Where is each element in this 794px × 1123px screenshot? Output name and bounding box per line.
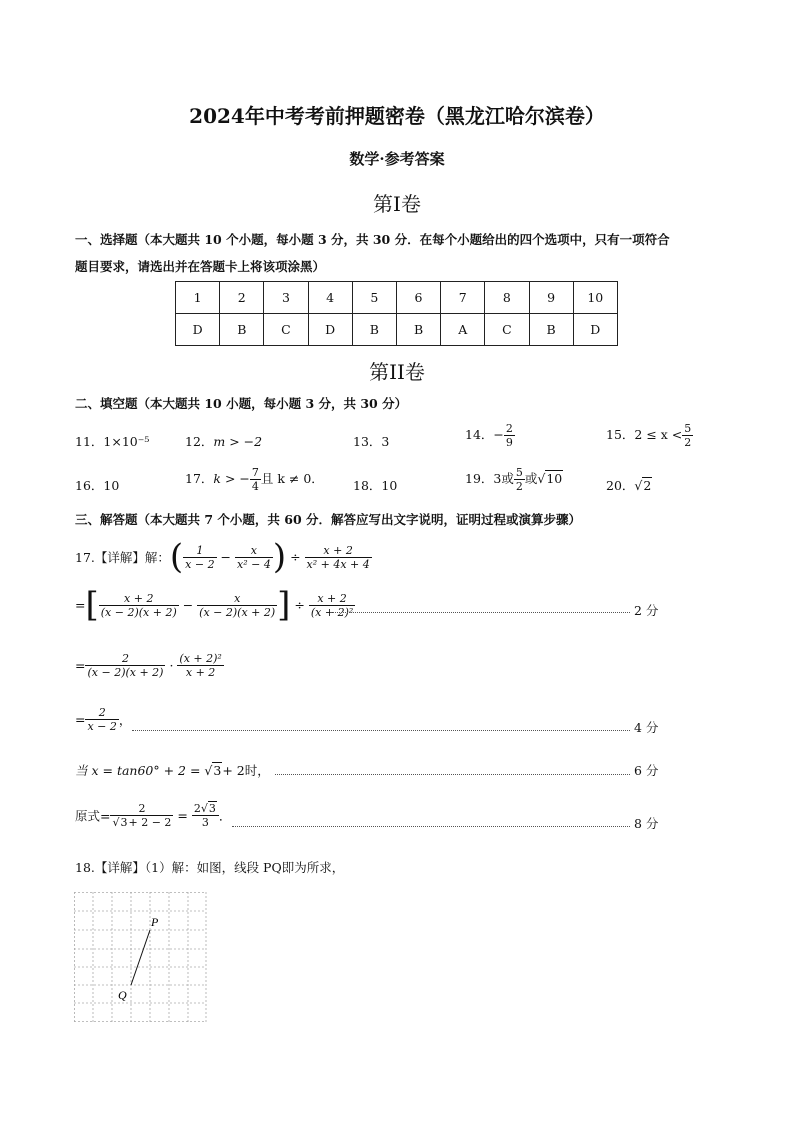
punctuation: ． [218, 808, 232, 824]
fill-label: 19．3或 [465, 471, 514, 486]
expr-text: 当 x = tan60° + 2 = [75, 763, 201, 778]
answer-letter: B [352, 314, 396, 346]
q17-line5: 当 x = tan60° + 2 = √3+ 2时， [75, 763, 270, 778]
radicand: 10 [546, 471, 563, 486]
question-number: 1 [176, 282, 220, 314]
fraction [514, 466, 525, 493]
numerator: x + 2 [309, 592, 355, 606]
answer-letter: D [176, 314, 220, 346]
score-mark: 4 分 [634, 720, 659, 735]
numerator: 2 [505, 422, 513, 435]
numerator: 2 [110, 802, 173, 816]
q17-line6: 原式= $\frac{2}{√3+ 2 - 2}$ = $\frac{2√3}{3}$ ． [75, 802, 232, 829]
denominator: 3 [201, 816, 209, 829]
denominator: (x − 2)(x + 2) [100, 605, 177, 619]
fraction [305, 544, 372, 571]
grid-lines [74, 892, 206, 1022]
question-number: 10 [573, 282, 617, 314]
fill-expr: 且 k ≠ 0． [260, 471, 324, 486]
denominator: 2 [515, 480, 523, 493]
numerator: x + 2 [99, 592, 179, 606]
fill-answer-18: 18．10 [353, 478, 398, 493]
fill-label: 20． [606, 478, 635, 493]
score-mark: 6 分 [634, 763, 659, 778]
answer-table-answer-row [176, 314, 618, 346]
page-title: 2024年中考考前押题密卷（黑龙江哈尔滨卷） [189, 104, 605, 128]
dotted-leader [330, 612, 630, 613]
fill-expr: k > − [213, 471, 250, 486]
denominator: x + 2 [185, 666, 216, 679]
q17-line2: =[ $\frac{x + 2}{(x - 2)(x + 2)}$ − $\frac{x}{(x - 2)(x + 2)}$ ] ÷ $\frac{x + 2}{\text{(x + 2)²}}$ [75, 585, 354, 625]
fill-label: 12． [185, 434, 214, 449]
question-number: 4 [308, 282, 352, 314]
answer-letter: B [396, 314, 440, 346]
fill-expr: m > −2 [213, 434, 263, 449]
score-mark: 2 分 [634, 603, 659, 618]
radicand: 3 [208, 802, 216, 815]
choice-section-line1: 一、选择题（本大题共 10 个小题，每小题 3 分，共 30 分．在每个小题给出的四个选项中，只有一项符合 [75, 232, 670, 247]
q17-label: 17.【详解】解： [75, 550, 170, 565]
score-mark: 8 分 [634, 816, 659, 831]
segment-pq [131, 930, 150, 985]
answer-letter: B [220, 314, 264, 346]
denominator: x − 2 [87, 720, 117, 733]
answer-letter: D [573, 314, 617, 346]
expr-text: + 2时， [222, 763, 270, 778]
answer-letter: C [264, 314, 308, 346]
question-number: 2 [220, 282, 264, 314]
fill-answer-14 [465, 422, 515, 449]
radicand: 3 [120, 816, 128, 829]
answer-letter: A [441, 314, 485, 346]
fraction [250, 466, 261, 493]
open-bracket: [ [85, 585, 99, 625]
q17-line4: = $\frac{2}{x - 2}$ ， [75, 706, 132, 733]
answer-table-number-row [176, 282, 618, 314]
fill-label: 15．2 ≤ x < [606, 427, 683, 442]
question-number: 9 [529, 282, 573, 314]
denominator: 9 [505, 436, 513, 449]
expr-text: 2 [193, 802, 201, 815]
answer-letter: C [485, 314, 529, 346]
numerator: 7 [251, 466, 259, 479]
fill-label: 17． [185, 471, 214, 486]
open-paren: ( [169, 537, 184, 577]
denominator: 4 [251, 480, 259, 493]
fraction [183, 544, 216, 571]
denominator: x² − 4 [237, 557, 271, 571]
q17-line3: = $\frac{2}{(x - 2)(x + 2)}$ · $\frac{\text{(x + 2)²}}{x + 2}$ [75, 652, 222, 679]
numerator: 2√3 [192, 802, 219, 816]
expr-label: 原式= [75, 808, 111, 824]
fraction [110, 802, 173, 829]
close-bracket: ] [277, 585, 291, 625]
question-number: 7 [441, 282, 485, 314]
fill-answer-12 [185, 432, 262, 450]
fill-answer-16: 16．10 [75, 478, 120, 493]
choice-section-line2: 题目要求，请选出并在答题卡上将该项涂黑） [75, 259, 326, 274]
fill-expr: 或 [524, 471, 538, 486]
fill-label: 14．− [465, 427, 504, 442]
q17-line1: 17.【详解】解：( $\frac{1}{x - 2}$ − $\frac{x}{\text{x² − 4}}$ ) ÷ $\frac{x + 2}{\text{x² + 4x + 4}}$ [75, 537, 370, 577]
denominator: x² + 4x + 4 [306, 557, 370, 571]
fraction [504, 422, 515, 449]
choice-answer-table [175, 281, 618, 346]
point-p-label: P [151, 915, 159, 929]
fill-answer-13: 13．3 [353, 434, 390, 449]
denominator: √3+ 2 − 2 [112, 816, 172, 829]
fraction [192, 802, 219, 829]
numerator: x + 2 [305, 544, 372, 558]
answer-letter: D [308, 314, 352, 346]
numerator: x [197, 592, 277, 606]
numerator: 2 [85, 706, 118, 720]
fill-section-heading: 二、填空题（本大题共 10 小题，每小题 3 分，共 30 分） [75, 396, 408, 411]
question-number: 8 [485, 282, 529, 314]
question-number: 6 [396, 282, 440, 314]
fraction [197, 592, 277, 619]
denominator: (x − 2)(x + 2) [87, 666, 164, 679]
dotted-leader [275, 774, 630, 775]
fraction [85, 706, 118, 733]
punctuation: ， [118, 712, 132, 728]
q18-grid-figure [74, 862, 208, 1024]
fill-answer-20: 20．√2 [606, 478, 652, 493]
fill-answer-17 [185, 466, 324, 493]
fill-answer-11: 11．1×10⁻⁵ [75, 434, 150, 449]
radicand: 2 [643, 478, 652, 493]
part1-title: 第Ⅰ卷 [373, 192, 421, 216]
fraction [682, 422, 693, 449]
point-q-label: Q [118, 988, 127, 1002]
dotted-leader [232, 826, 630, 827]
page-subtitle: 数学·参考答案 [349, 150, 445, 168]
question-number: 3 [264, 282, 308, 314]
numerator: x [235, 544, 273, 558]
numerator: 2 [85, 652, 165, 666]
fill-answer-15 [606, 422, 693, 449]
dotted-leader [132, 730, 630, 731]
numerator: (x + 2)² [179, 652, 222, 665]
choice-section-heading [75, 226, 725, 280]
fraction [309, 592, 355, 619]
solve-section-heading: 三、解答题（本大题共 7 个小题，共 60 分．解答应写出文字说明，证明过程或演算步骤） [75, 512, 582, 527]
part2-title: 第II卷 [369, 360, 425, 384]
fraction [99, 592, 179, 619]
denominator: (x + 2)² [310, 605, 354, 619]
denominator: x − 2 [185, 557, 215, 571]
question-number: 5 [352, 282, 396, 314]
answer-letter: B [529, 314, 573, 346]
numerator: 5 [515, 466, 523, 479]
denominator: 2 [684, 436, 692, 449]
denominator: (x − 2)(x + 2) [199, 605, 276, 619]
fraction [235, 544, 273, 571]
numerator: 5 [684, 422, 692, 435]
fraction [177, 652, 223, 679]
expr-text: + 2 − 2 [128, 816, 172, 829]
q18-text: 18.【详解】（1）解：如图，线段 PQ即为所求， [75, 860, 345, 875]
close-paren: ) [272, 537, 287, 577]
numerator: 1 [183, 544, 216, 558]
radicand: 3 [213, 763, 222, 778]
fraction [85, 652, 165, 679]
fill-answer-19: 19．3或 $\frac{5}{2}$ 或√10 [465, 466, 563, 493]
